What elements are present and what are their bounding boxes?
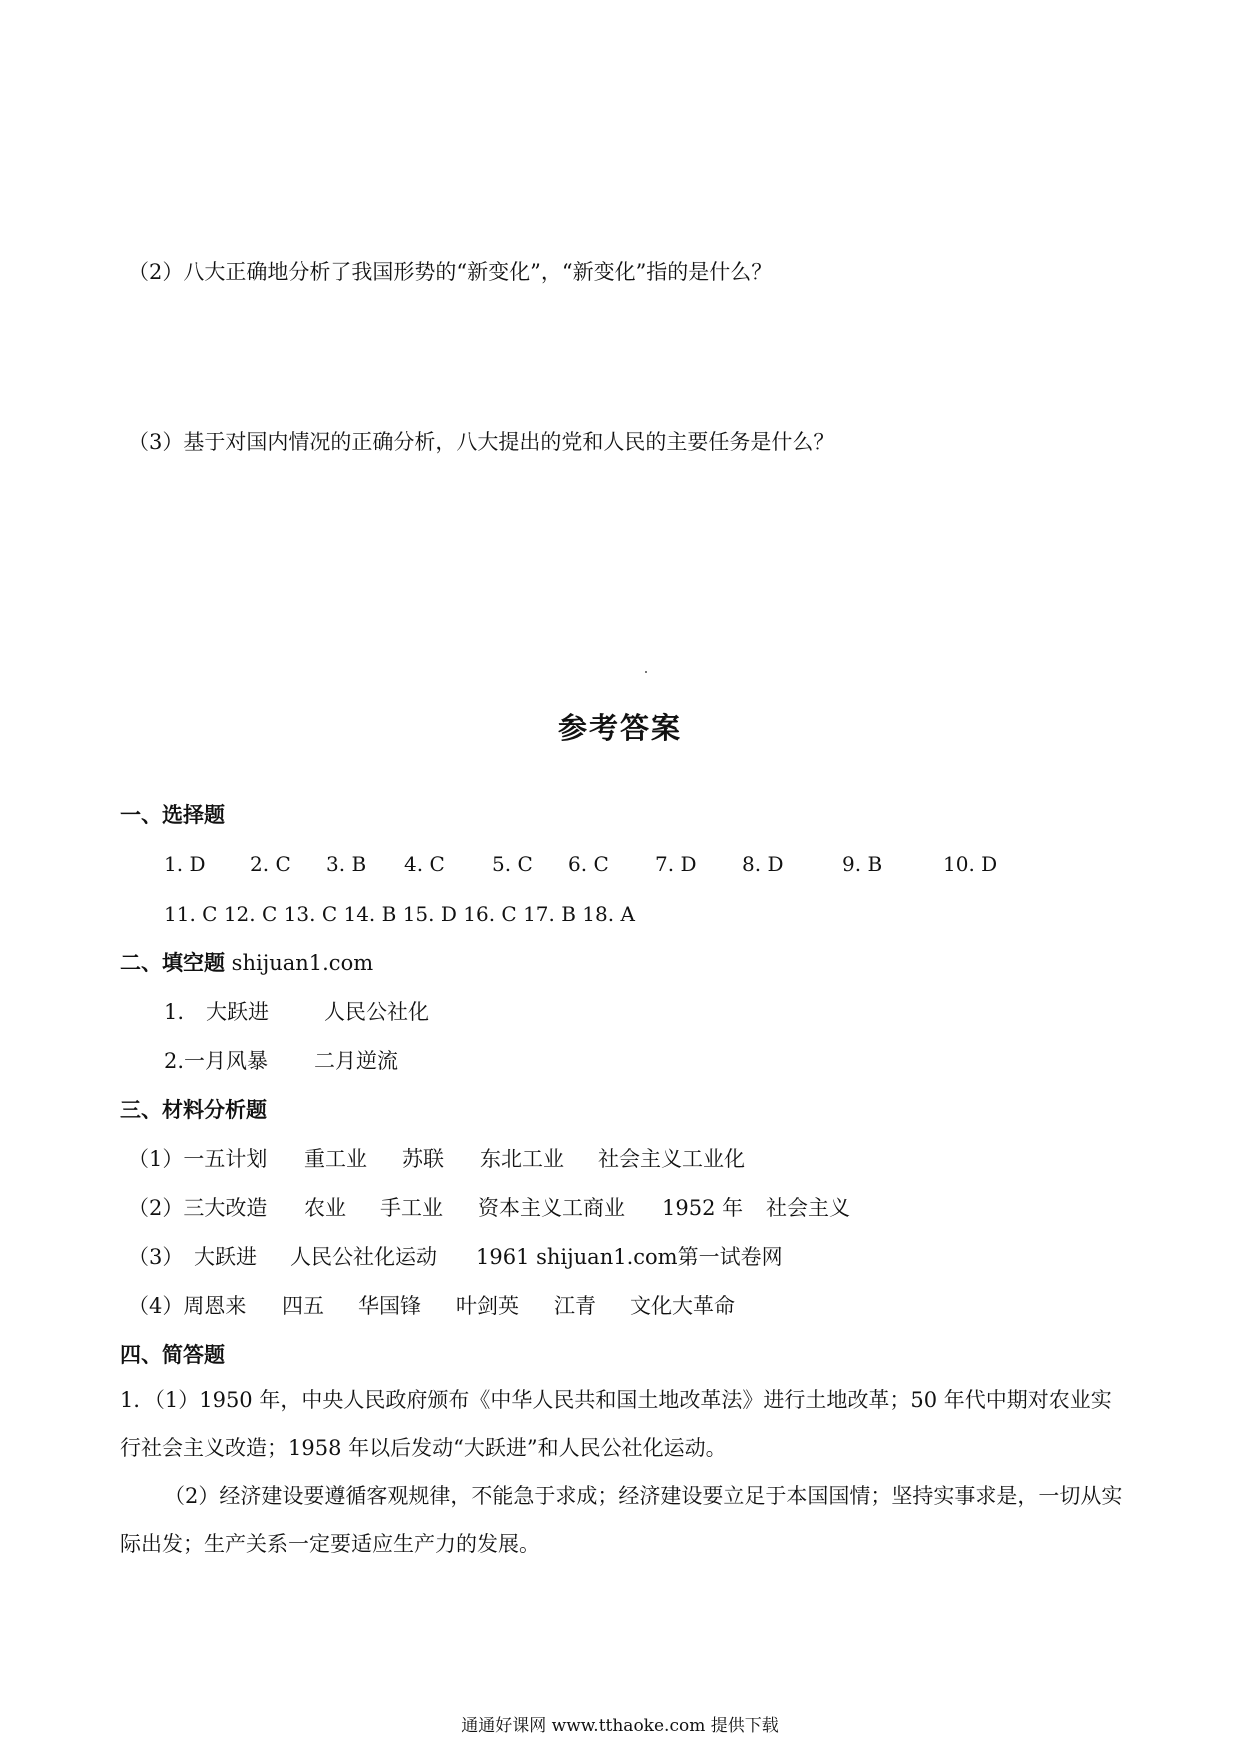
fill-answer-number: 1. [164,1000,185,1024]
short-answer-1-part-2: （2）经济建设要遵循客观规律，不能急于求成；经济建设要立足于本国国情；坚持实事求是，一切从实际出发；生产关系一定要适应生产力的发展。 [120,1484,1123,1556]
choice-answers-row-1 [0,850,1240,878]
analysis-text: （2）三大改造 [128,1196,268,1220]
analysis-answer-3 [0,1243,1240,1271]
analysis-text: 社会主义工业化 [598,1147,745,1171]
short-answer-1-part-1: 1．（1）1950 年，中央人民政府颁布《中华人民共和国土地改革法》进行土地改革；50 年代中期对农业实行社会主义改造；1958 年以后发动“大跃进”和人民公社化运动。 [120,1388,1112,1460]
analysis-answer-1 [0,1145,1240,1173]
question-3: （3）基于对国内情况的正确分析，八大提出的党和人民的主要任务是什么？ [128,430,835,454]
section-2-watermark-text: shijuan1.com [225,951,374,975]
choice-answer: 7. D [655,852,697,876]
choice-answer: 4. C [404,852,445,876]
analysis-text: 东北工业 [480,1147,564,1171]
answers-title: 参考答案 [557,711,682,745]
analysis-text: 重工业 [304,1147,367,1171]
analysis-text: 资本主义工商业 [478,1196,625,1220]
analysis-text: 江青 [554,1294,596,1318]
analysis-text: 人民公社化运动 [290,1245,437,1269]
analysis-text: 大跃进 [194,1245,257,1269]
choice-answer: 9. B [842,852,883,876]
analysis-text: 文化大革命 [630,1294,735,1318]
section-2-title: 二、填空题 [120,951,225,975]
analysis-text: 1961 shijuan1.com第一试卷网 [476,1245,783,1269]
stray-dot [645,671,647,673]
fill-answer-text: 大跃进 [206,1000,269,1024]
choice-answer: 6. C [568,852,609,876]
analysis-text: （3） [128,1245,184,1269]
analysis-text: 社会主义 [766,1196,850,1220]
analysis-text: 华国锋 [358,1294,421,1318]
choice-answer: 10. D [943,852,998,876]
analysis-text: 四五 [282,1294,324,1318]
choice-answer: 5. C [492,852,533,876]
analysis-text: （1）一五计划 [128,1147,268,1171]
analysis-text: 苏联 [402,1147,444,1171]
analysis-text: 农业 [304,1196,346,1220]
fill-answer-text: 2.一月风暴 [164,1049,269,1073]
choice-answer: 8. D [742,852,784,876]
analysis-text: 1952 年 [662,1196,744,1220]
choice-answers-row-2: 11. C 12. C 13. C 14. B 15. D 16. C 17. B 18. A [164,902,635,926]
choice-answer: 1. D [164,852,206,876]
section-4-heading: 四、简答题 [120,1343,225,1367]
analysis-text: 叶剑英 [456,1294,519,1318]
analysis-answer-2 [0,1194,1240,1222]
fill-answer-text: 人民公社化 [324,1000,429,1024]
analysis-text: （4）周恩来 [128,1294,247,1318]
fill-answer-1 [0,998,1240,1026]
choice-answer: 3. B [326,852,367,876]
section-1-heading: 一、选择题 [120,803,225,827]
page-footer: 通通好课网 www.tthaoke.com 提供下载 [461,1716,779,1736]
fill-answer-2 [0,1047,1240,1075]
question-2: （2）八大正确地分析了我国形势的“新变化”，“新变化”指的是什么？ [128,260,773,284]
choice-answer: 2. C [250,852,291,876]
analysis-text: 手工业 [380,1196,443,1220]
section-3-heading: 三、材料分析题 [120,1098,267,1122]
section-2-heading [120,949,373,977]
fill-answer-text: 二月逆流 [314,1049,398,1073]
analysis-answer-4 [0,1292,1240,1320]
